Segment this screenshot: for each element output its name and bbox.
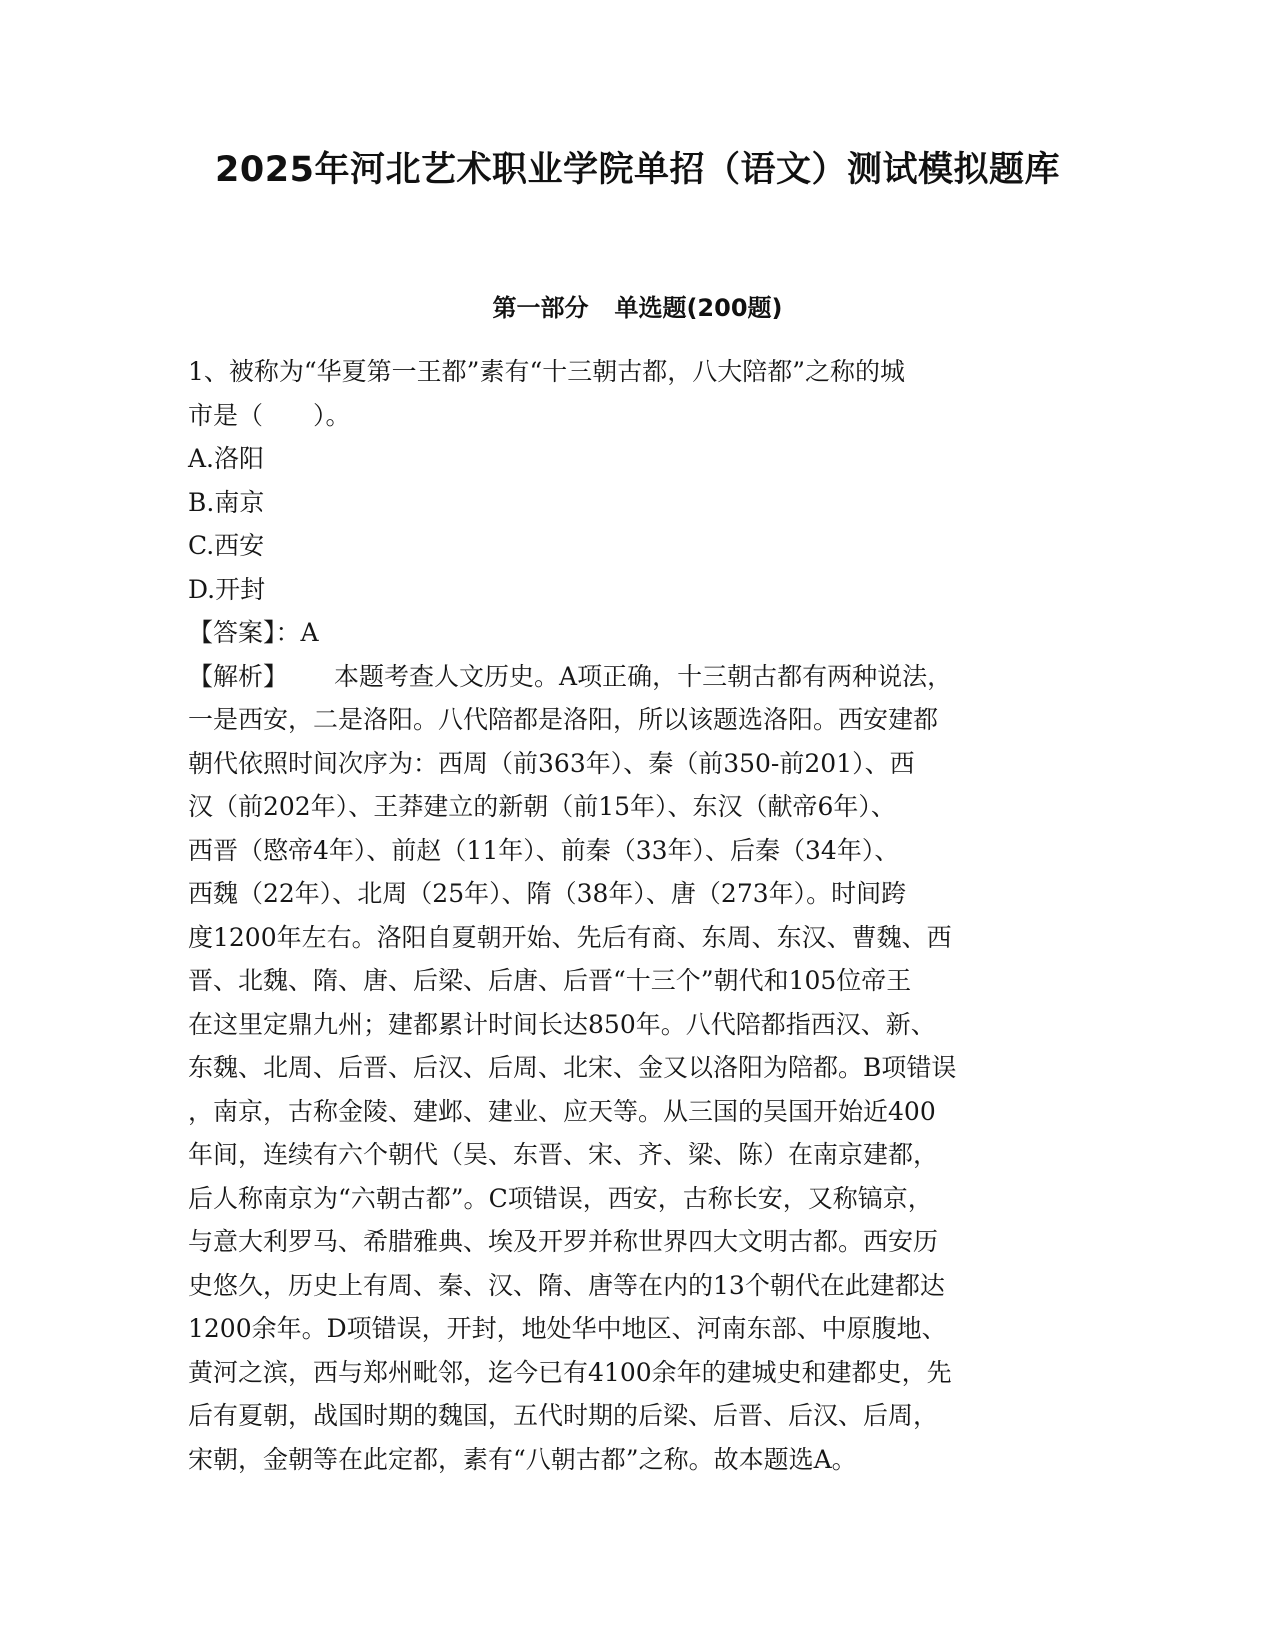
option-b: B.南京: [188, 487, 265, 517]
analysis-line-17: 黄河之滨，西与郑州毗邻，迄今已有4100余年的建城史和建都史，先: [188, 1357, 952, 1387]
analysis-line-6: 西魏（22年）、北周（25年）、隋（38年）、唐（273年）。时间跨: [188, 879, 907, 908]
analysis-line-5: 西晋（愍帝4年）、前赵（11年）、前秦（33年）、后秦（34年）、: [188, 835, 900, 865]
question-stem-line-2: 市是（ ）。: [188, 400, 351, 430]
option-d: D.开封: [188, 574, 266, 604]
analysis-line-14: 与意大利罗马、希腊雅典、埃及开罗并称世界四大文明古都。西安历: [188, 1227, 939, 1256]
analysis-line-10: 东魏、北周、后晋、后汉、后周、北宋、金又以洛阳为陪都。B项错误: [188, 1053, 957, 1082]
option-c: C.西安: [188, 531, 265, 560]
analysis-line-18: 后有夏朝，战国时期的魏国，五代时期的后梁、后晋、后汉、后周，: [188, 1401, 939, 1430]
document-title: 2025年河北艺术职业学院单招（语文）测试模拟题库: [215, 150, 1060, 190]
analysis-line-4: 汉（前202年）、王莽建立的新朝（前15年）、东汉（献帝6年）、: [188, 792, 896, 821]
analysis-line-7: 度1200年左右。洛阳自夏朝开始、先后有商、东周、东汉、曹魏、西: [188, 922, 952, 952]
analysis-line-11: ，南京，古称金陵、建邺、建业、应天等。从三国的吴国开始近400: [188, 1096, 936, 1126]
section-part: 第一部分: [492, 294, 589, 322]
analysis-line-1: [188, 655, 1088, 699]
analysis-line-3: 朝代依照时间次序为：西周（前363年）、秦（前350-前201）、西: [188, 748, 915, 778]
option-a: A.洛阳: [188, 444, 265, 473]
answer-line: [188, 611, 1088, 655]
analysis-line-12: 年间，连续有六个朝代（吴、东晋、宋、齐、梁、陈）在南京建都，: [188, 1140, 939, 1169]
analysis-line-13: 后人称南京为“六朝古都”。C项错误，西安，古称长安，又称镐京，: [188, 1183, 933, 1213]
analysis-label: 【解析】: [188, 661, 289, 691]
question-block: [188, 350, 1088, 1481]
section-heading: [0, 290, 1275, 326]
question-stem-line-1: 1、被称为“华夏第一王都”素有“十三朝古都，八大陪都”之称的城: [188, 357, 906, 386]
analysis-line-9: 在这里定鼎九州；建都累计时间长达850年。八代陪都指西汉、新、: [188, 1009, 936, 1039]
answer-value: A: [300, 618, 319, 647]
analysis-line-8: 晋、北魏、隋、唐、后梁、后唐、后晋“十三个”朝代和105位帝王: [188, 966, 912, 995]
analysis-line-16: 1200余年。D项错误，开封，地处华中地区、河南东部、中原腹地、: [188, 1314, 947, 1343]
answer-label: 【答案】：: [188, 618, 301, 647]
analysis-line-15: 史悠久，历史上有周、秦、汉、隋、唐等在内的13个朝代在此建都达: [188, 1270, 945, 1300]
analysis-text-1: 本题考查人文历史。A项正确，十三朝古都有两种说法，: [334, 661, 953, 691]
analysis-line-2: 一是西安，二是洛阳。八代陪都是洛阳，所以该题选洛阳。西安建都: [188, 705, 939, 734]
section-name: 单选题(200题): [614, 294, 783, 322]
analysis-line-19: 宋朝，金朝等在此定都，素有“八朝古都”之称。故本题选A。: [188, 1444, 857, 1474]
